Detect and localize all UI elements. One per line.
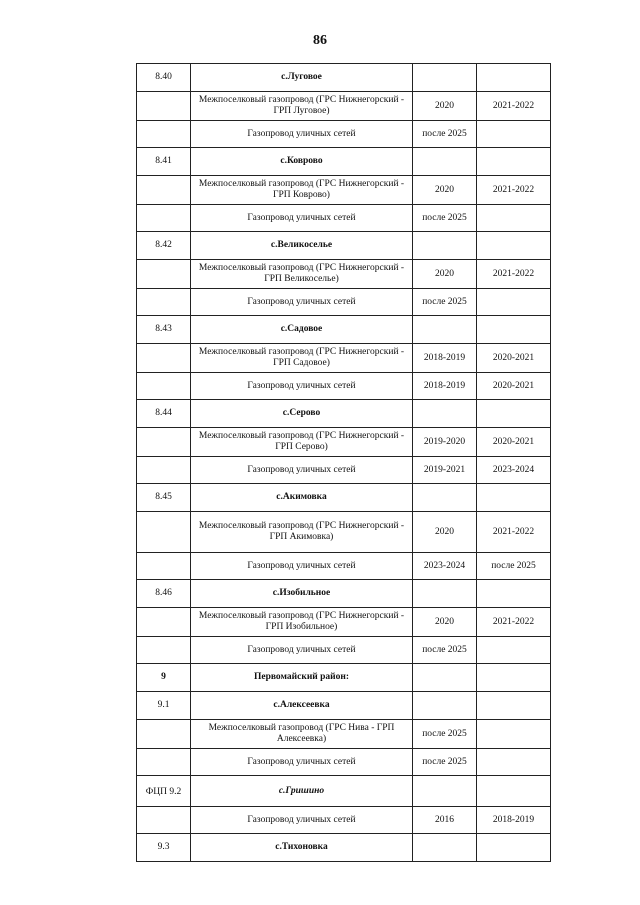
table-row (137, 260, 551, 289)
settlement-name: с.Великоселье (191, 232, 413, 260)
work-description: Межпоселковый газопровод (ГРС Нива - ГРП Алексеевка) (191, 720, 413, 749)
table-row (137, 749, 551, 776)
start-period: после 2025 (413, 205, 477, 232)
work-description: Межпоселковый газопровод (ГРС Нижнегорский - ГРП Акимовка) (191, 512, 413, 553)
end-period: 2021-2022 (477, 260, 551, 289)
end-period: 2018-2019 (477, 807, 551, 834)
table-row (137, 553, 551, 580)
start-period: после 2025 (413, 121, 477, 148)
settlement-name: с.Коврово (191, 148, 413, 176)
row-number: ФЦП 9.2 (137, 776, 191, 807)
end-period: 2021-2022 (477, 92, 551, 121)
table-row (137, 176, 551, 205)
table-row (137, 580, 551, 608)
settlement-name: с.Алексеевка (191, 692, 413, 720)
table-row (137, 148, 551, 176)
start-period: 2018-2019 (413, 344, 477, 373)
table-row (137, 807, 551, 834)
table-row (137, 344, 551, 373)
work-description: Газопровод уличных сетей (191, 205, 413, 232)
start-period: 2019-2021 (413, 457, 477, 484)
table-row (137, 834, 551, 862)
end-period: 2020-2021 (477, 344, 551, 373)
end-period (477, 637, 551, 664)
start-period: 2018-2019 (413, 373, 477, 400)
table-row (137, 720, 551, 749)
table-row (137, 289, 551, 316)
table-row (137, 692, 551, 720)
start-period: 2020 (413, 608, 477, 637)
settlement-name: с.Акимовка (191, 484, 413, 512)
table-row (137, 608, 551, 637)
table-row (137, 205, 551, 232)
table-row (137, 316, 551, 344)
settlement-name: с.Садовое (191, 316, 413, 344)
start-period: после 2025 (413, 637, 477, 664)
start-period: 2020 (413, 260, 477, 289)
work-description: Межпоселковый газопровод (ГРС Нижнегорский - ГРП Садовое) (191, 344, 413, 373)
work-description: Газопровод уличных сетей (191, 289, 413, 316)
end-period: 2021-2022 (477, 176, 551, 205)
table-row (137, 512, 551, 553)
end-period: 2021-2022 (477, 608, 551, 637)
gasification-schedule-table (136, 63, 551, 862)
settlement-name: с.Серово (191, 400, 413, 428)
table-row (137, 92, 551, 121)
row-number: 8.44 (137, 400, 191, 428)
work-description: Газопровод уличных сетей (191, 637, 413, 664)
table-row (137, 457, 551, 484)
work-description: Межпоселковый газопровод (ГРС Нижнегорский - ГРП Изобильное) (191, 608, 413, 637)
end-period: 2020-2021 (477, 428, 551, 457)
table-row (137, 121, 551, 148)
settlement-name: с.Гришино (191, 776, 413, 807)
start-period: после 2025 (413, 289, 477, 316)
work-description: Межпоселковый газопровод (ГРС Нижнегорский - ГРП Серово) (191, 428, 413, 457)
table-row (137, 637, 551, 664)
end-period: после 2025 (477, 553, 551, 580)
start-period: после 2025 (413, 720, 477, 749)
district-name: Первомайский район: (191, 664, 413, 692)
work-description: Межпоселковый газопровод (ГРС Нижнегорский - ГРП Великоселье) (191, 260, 413, 289)
end-period (477, 121, 551, 148)
start-period: 2020 (413, 176, 477, 205)
start-period: 2019-2020 (413, 428, 477, 457)
work-description: Газопровод уличных сетей (191, 807, 413, 834)
end-period: 2023-2024 (477, 457, 551, 484)
table-row (137, 400, 551, 428)
row-number: 8.43 (137, 316, 191, 344)
end-period (477, 749, 551, 776)
table-row (137, 484, 551, 512)
row-number: 9.3 (137, 834, 191, 862)
work-description: Межпоселковый газопровод (ГРС Нижнегорский - ГРП Луговое) (191, 92, 413, 121)
row-number: 8.42 (137, 232, 191, 260)
end-period: 2020-2021 (477, 373, 551, 400)
end-period (477, 720, 551, 749)
start-period: 2016 (413, 807, 477, 834)
row-number: 9 (137, 664, 191, 692)
work-description: Газопровод уличных сетей (191, 749, 413, 776)
start-period: после 2025 (413, 749, 477, 776)
table-row (137, 428, 551, 457)
work-description: Газопровод уличных сетей (191, 373, 413, 400)
start-period: 2023-2024 (413, 553, 477, 580)
end-period: 2021-2022 (477, 512, 551, 553)
table-row (137, 776, 551, 807)
row-number: 8.45 (137, 484, 191, 512)
work-description: Газопровод уличных сетей (191, 457, 413, 484)
table-row (137, 64, 551, 92)
table-row (137, 664, 551, 692)
settlement-name: с.Изобильное (191, 580, 413, 608)
end-period (477, 289, 551, 316)
table-row (137, 373, 551, 400)
start-period: 2020 (413, 512, 477, 553)
row-number: 8.46 (137, 580, 191, 608)
table-row (137, 232, 551, 260)
row-number: 8.40 (137, 64, 191, 92)
settlement-name: с.Луговое (191, 64, 413, 92)
page-number: 86 (313, 33, 327, 48)
end-period (477, 205, 551, 232)
work-description: Газопровод уличных сетей (191, 121, 413, 148)
work-description: Межпоселковый газопровод (ГРС Нижнегорский - ГРП Коврово) (191, 176, 413, 205)
row-number: 9.1 (137, 692, 191, 720)
work-description: Газопровод уличных сетей (191, 553, 413, 580)
start-period: 2020 (413, 92, 477, 121)
row-number: 8.41 (137, 148, 191, 176)
settlement-name: с.Тихоновка (191, 834, 413, 862)
